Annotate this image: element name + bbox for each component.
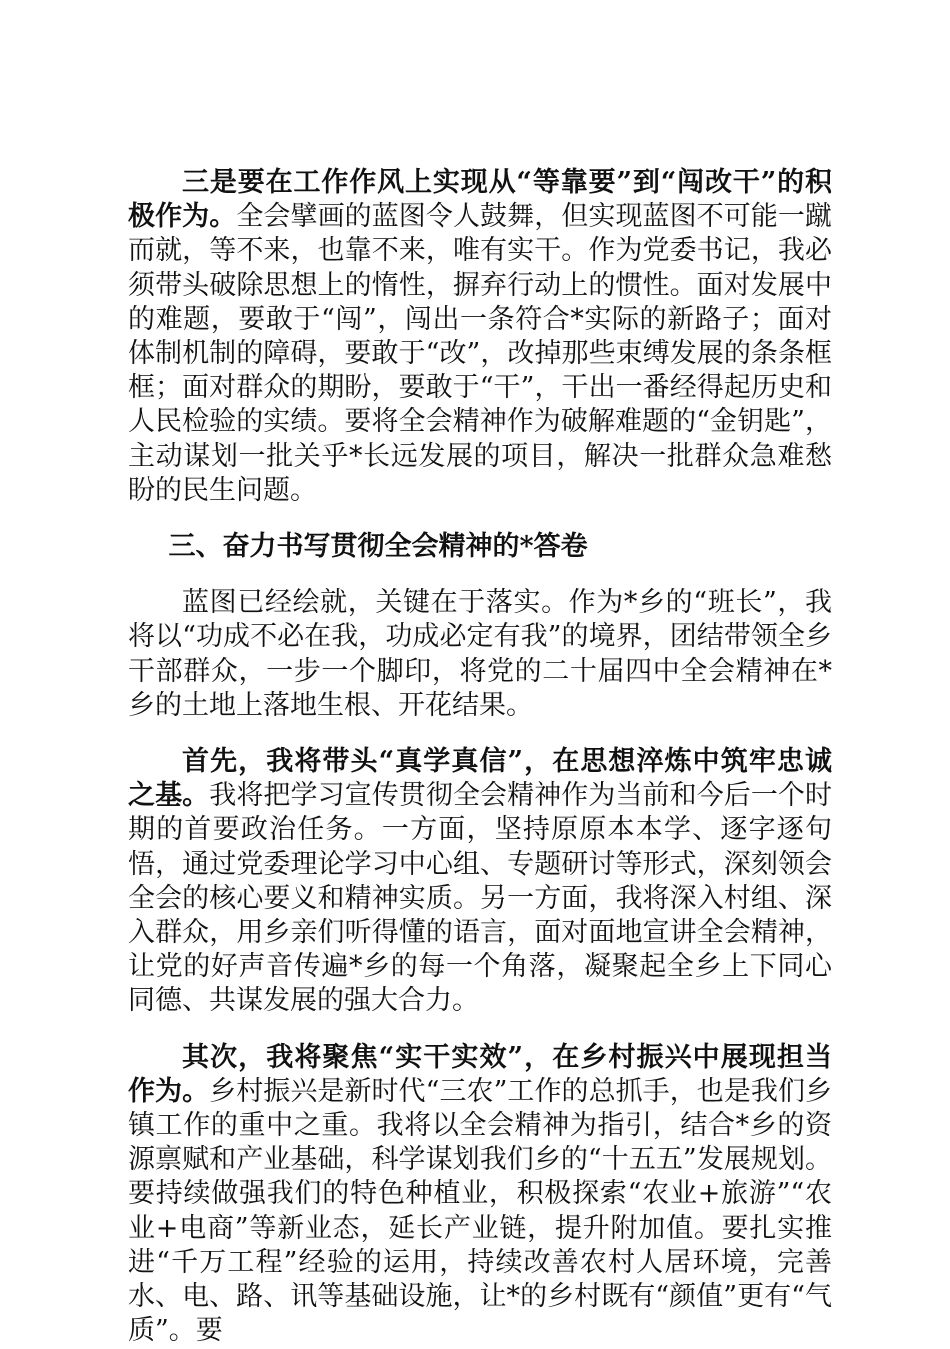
paragraph-lead: 首先，我将带头“真学真信”，在思想淬炼中筑牢忠诚之基。 — [128, 746, 832, 812]
paragraph-text: 我将把学习宣传贯彻全会精神作为当前和今后一个时期的首要政治任务。一方面，坚持原原本本学、逐字逐句悟，通过党委理论学习中心组、专题研讨等形式，深刻领会全会的核心要义和精神实质。另一方面，我将深入村组、深入群众，用乡亲们听得懂的语言，面对面地宣讲全会精神，让党的好声音传遍*乡的每一个角落，凝聚起全乡上下同心同德、共谋发展的强大合力。 — [128, 780, 833, 1017]
paragraph-implementation — [128, 586, 832, 723]
section-heading: 三、奋力书写贯彻全会精神的*答卷 — [168, 531, 588, 563]
paragraph-text: 乡村振兴是新时代“三农”工作的总抓手，也是我们乡镇工作的重中之重。我将以全会精神为指引，结合*乡的资源禀赋和产业基础，科学谋划我们乡的“十五五”发展规划。要持续做强我们的特色种植业，积极探索“农业+旅游”“农业+电商”等新业态，延长产业链，提升附加值。要扎实推进“千万工程”经验的运用，持续改善农村人居环境，完善水、电、路、讯等基础设施，让*的乡村既有“颜值”更有“气质”。要 — [128, 1075, 833, 1347]
document-body — [128, 166, 832, 1349]
paragraph-lead: 三是要在工作作风上实现从“等靠要”到“闯改干”的积极作为。 — [128, 167, 832, 233]
paragraph-text: 蓝图已经绘就，关键在于落实。作为*乡的“班长”，我将以“功成不必在我，功成必定有我”的境界，团结带领全乡干部群众，一步一个脚印，将党的二十届四中全会精神在*乡的土地上落地生根、开花结果。 — [128, 587, 832, 721]
paragraph-work-style — [128, 166, 832, 508]
paragraph-lead: 其次，我将聚焦“实干实效”，在乡村振兴中展现担当作为。 — [128, 1041, 832, 1107]
paragraph-text: 全会擘画的蓝图令人鼓舞，但实现蓝图不可能一蹴而就，等不来，也靠不来，唯有实干。作为党委书记，我必须带头破除思想上的惰性，摒弃行动上的惯性。面对发展中的难题，要敢于“闯”，闯出一条符合*实际的新路子；面对体制机制的障碍，要敢于“改”，改掉那些束缚发展的条条框框；面对群众的期盼，要敢于“干”，干出一番经得起历史和人民检验的实绩。要将全会精神作为破解难题的“金钥匙”，主动谋划一批关乎*长远发展的项目，解决一批群众急难愁盼的民生问题。 — [128, 201, 833, 506]
paragraph-study — [128, 745, 832, 1019]
paragraph-rural-revitalization — [128, 1041, 832, 1349]
